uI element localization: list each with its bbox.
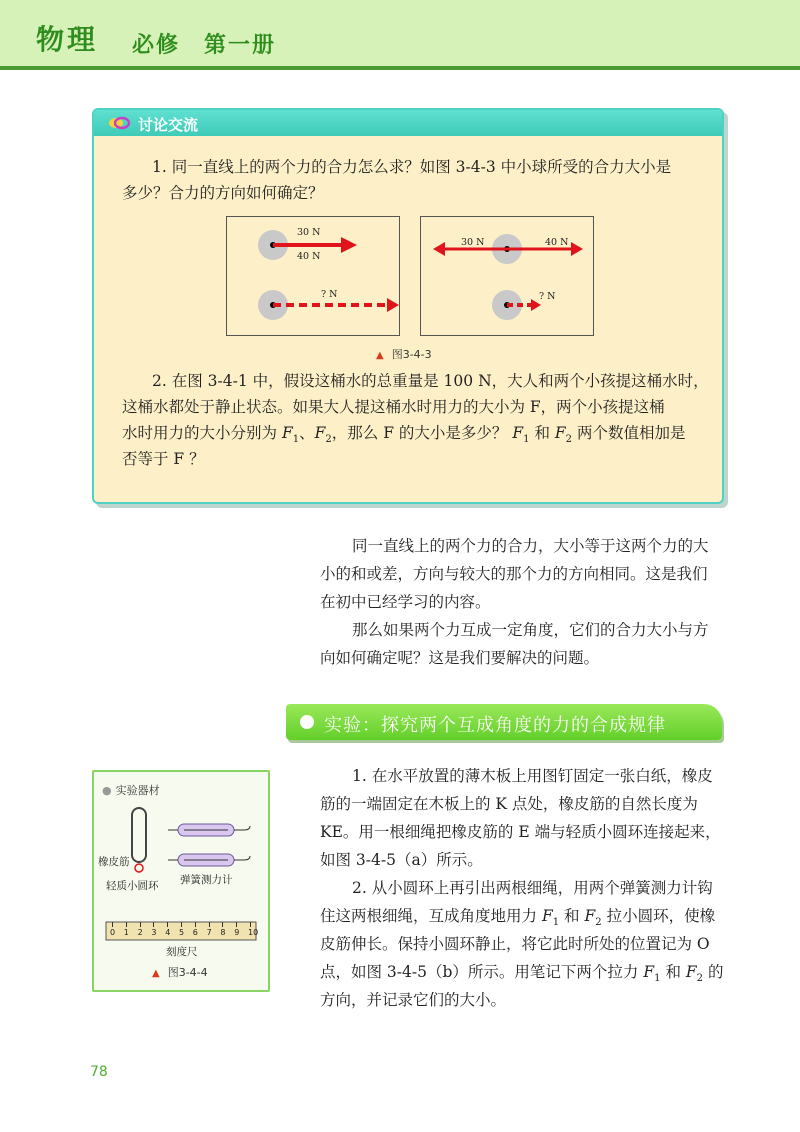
label-30n-right: 30 N [461, 237, 485, 248]
ruler-tick-label: 3 [151, 928, 157, 937]
step2-line1: 2. 从小圆环上再引出两根细绳，用两个弹簧测力计钩 [352, 879, 713, 897]
equipment-heading: ● 实验器材 [102, 784, 160, 797]
step2-line3: 皮筋伸长。保持小圆环静止，将它此时所处的位置记为 O [320, 935, 710, 953]
step2-line2: 住这两根细绳，互成角度地用力 $F_1$ 和 $F_2$ 拉小圆环，使橡 [320, 907, 716, 929]
step1-line4: 如图 3-4-5（a）所示。 [320, 851, 483, 869]
step2-line5: 方向，并记录它们的大小。 [320, 991, 507, 1009]
spring-scale-2 [168, 854, 250, 866]
experiment-banner [286, 704, 722, 740]
ruler-tick-label: 0 [110, 928, 116, 937]
page-header [0, 0, 800, 70]
q2-line1: 2. 在图 3-4-1 中，假设这桶水的总重量是 100 N，大人和两个小孩提这桶水时， [152, 372, 709, 390]
ring-shape [135, 864, 143, 872]
ruler-tick-label: 2 [137, 928, 143, 937]
q2-line3: 水时用力的大小分别为 $F_1$、$F_2$，那么 F 的大小是多少？ $F_1$ 和 $F_2$ 两个数值相加是 [122, 424, 686, 446]
figure-panel-right [420, 216, 594, 336]
figure-panel-left [226, 216, 400, 336]
figure-3-4-3-caption: ▲ 图3-4-3 [376, 348, 432, 361]
figure-right-svg [421, 217, 593, 335]
ruler-tick-mark [140, 922, 141, 927]
step2-line4: 点，如图 3-4-5（b）所示。用笔记下两个拉力 $F_1$ 和 $F_2$ 的 [320, 963, 724, 985]
spring-scale-label: 弹簧测力计 [180, 874, 233, 886]
ruler-tick-mark [112, 922, 113, 927]
label-40n-left: 40 N [297, 251, 321, 262]
rubber-band-shape [132, 808, 146, 862]
ruler-tick-label: 9 [234, 928, 240, 937]
discussion-title: 讨论交流 [138, 116, 199, 134]
para1-line3: 在初中已经学习的内容。 [320, 593, 491, 611]
para2-line2: 向如何确定呢？这是我们要解决的问题。 [320, 649, 600, 667]
ruler-tick-mark [195, 922, 196, 927]
book-title: 物理 [36, 23, 99, 56]
arrow-top-head [341, 237, 357, 253]
ruler-tick-mark [167, 922, 168, 927]
figure-3-4-4-caption: ▲ 图3-4-4 [152, 966, 208, 979]
q2-line2: 这桶水都处于静止状态。如果大人提这桶水时用力的大小为 F，两个小孩提这桶 [122, 398, 665, 416]
ruler-tick-label: 10 [248, 928, 259, 937]
bullet-icon [300, 715, 314, 729]
discussion-header [94, 110, 722, 136]
ruler-ticks [106, 922, 259, 940]
ruler-tick-mark [181, 922, 182, 927]
para1-line2: 小的和或差，方向与较大的那个力的方向相同。这是我们 [320, 565, 708, 583]
ring-label: 轻质小圆环 [106, 880, 159, 892]
ruler-tick-mark [209, 922, 210, 927]
ruler-tick-label: 8 [220, 928, 226, 937]
step1-line1: 1. 在水平放置的薄木板上用图钉固定一张白纸，橡皮 [352, 767, 713, 785]
label-30n-left: 30 N [297, 227, 321, 238]
discussion-icon [108, 114, 130, 132]
arrow-right-head [571, 242, 583, 256]
caption-triangle-icon: ▲ [376, 350, 384, 361]
arrow-dashed-head [387, 298, 399, 312]
label-unknown-right: ? N [539, 291, 556, 302]
experiment-title: 实验：探究两个互成角度的力的合成规律 [324, 715, 666, 736]
step1-line3: KE。用一根细绳把橡皮筋的 E 端与轻质小圆环连接起来， [320, 823, 721, 841]
discussion-box [92, 108, 724, 504]
ruler-tick-label: 6 [192, 928, 198, 937]
arrow-left-head [433, 242, 445, 256]
rubber-band-label: 橡皮筋 [98, 856, 130, 868]
ruler-tick-label: 4 [165, 928, 171, 937]
para2-line1: 那么如果两个力互成一定角度，它们的合力大小与方 [352, 621, 709, 639]
q1-line2: 多少？合力的方向如何确定？ [122, 184, 324, 202]
ruler-tick-mark [126, 922, 127, 927]
page-number: 78 [90, 1064, 108, 1080]
ruler-tick-label: 1 [123, 928, 129, 937]
ruler-tick-mark [236, 922, 237, 927]
ruler-tick-mark [222, 922, 223, 927]
spring-scale-1 [168, 824, 250, 836]
ruler-tick-mark [250, 922, 251, 927]
bullet-dot-icon: ● [102, 784, 112, 797]
ruler-tick-mark [153, 922, 154, 927]
label-unknown-left: ? N [321, 289, 338, 300]
caption-triangle-icon: ▲ [152, 968, 160, 979]
ruler-tick-label: 7 [206, 928, 212, 937]
label-40n-right: 40 N [545, 237, 569, 248]
ruler-tick-label: 5 [179, 928, 185, 937]
step1-line2: 筋的一端固定在木板上的 K 点处，橡皮筋的自然长度为 [320, 795, 698, 813]
para1-line1: 同一直线上的两个力的合力，大小等于这两个力的大 [352, 537, 709, 555]
q1-line1: 1. 同一直线上的两个力的合力怎么求？如图 3-4-3 中小球所受的合力大小是 [152, 158, 672, 176]
equipment-box [92, 770, 270, 992]
q2-line4: 否等于 F ？ [122, 450, 205, 468]
ruler-label: 刻度尺 [166, 946, 198, 958]
book-subtitle: 必修 第一册 [132, 33, 277, 58]
